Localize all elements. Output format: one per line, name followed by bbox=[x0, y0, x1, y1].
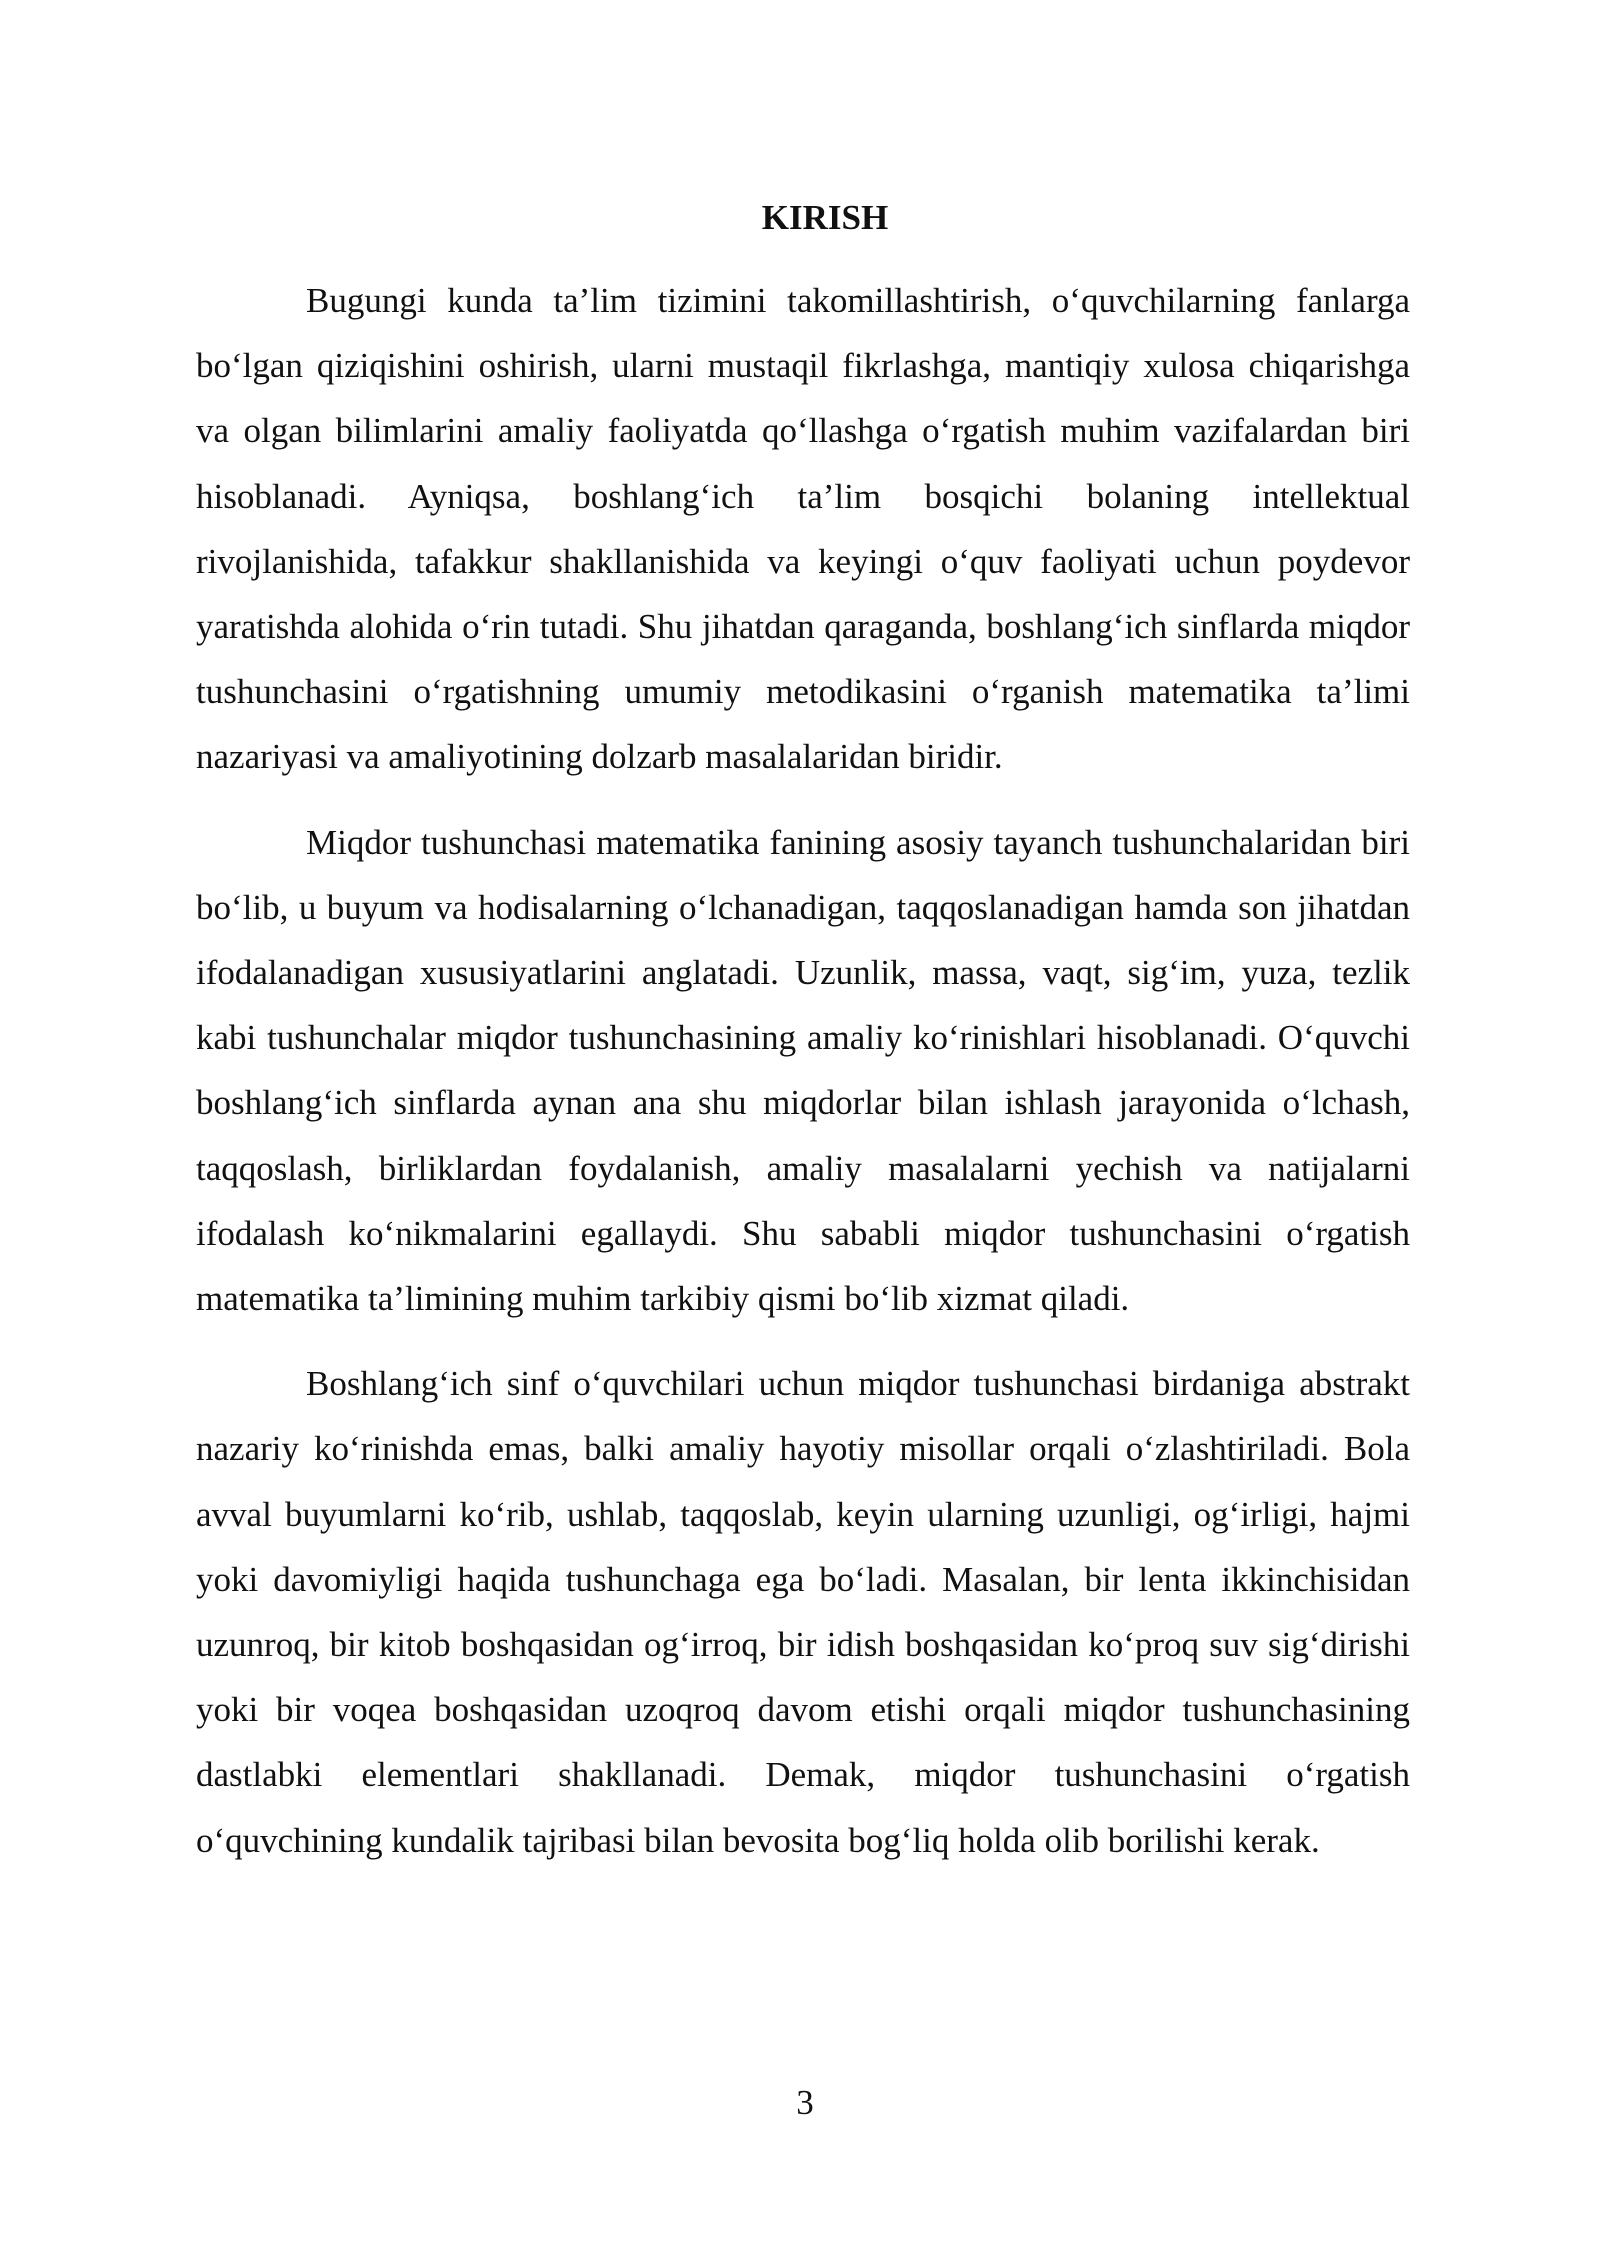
page-number: 3 bbox=[796, 2083, 814, 2122]
page-content bbox=[196, 188, 1410, 1893]
paragraph-3: Boshlang‘ich sinf o‘quvchilari uchun miqdor tushunchasi birdaniga abstrakt nazariy ko‘rinishda emas, balki amaliy hayotiy misollar orqali o‘zlashtiriladi. Bola avval buyumlarni ko‘rib, ushlab, taqqoslab, keyin ularning uzunligi, og‘irligi, hajmi yoki davomiyligi haqida tushunchaga ega bo‘ladi. Masalan, bir lenta ikkinchisidan uzunroq, bir kitob boshqasidan og‘irroq, bir idish boshqasidan ko‘proq suv sig‘dirishi yoki bir voqea boshqasidan uzoqroq davom etishi orqali miqdor tushunchasining dastlabki elementlari shakllanadi. Demak, miqdor tushunchasini o‘rgatish o‘quvchining kundalik tajribasi bilan bevosita bog‘liq holda olib borilishi kerak. bbox=[196, 1364, 1410, 1860]
paragraph-2: Miqdor tushunchasi matematika fanining asosiy tayanch tushunchalaridan biri bo‘lib, u buyum va hodisalarning o‘lchanadigan, taqqoslanadigan hamda son jihatdan ifodalanadigan xususiyatlarini anglatadi. Uzunlik, massa, vaqt, sig‘im, yuza, tezlik kabi tushunchalar miqdor tushunchasining amaliy ko‘rinishlari hisoblanadi. O‘quvchi boshlang‘ich sinflarda aynan ana shu miqdorlar bilan ishlash jarayonida o‘lchash, taqqoslash, birliklardan foydalanish, amaliy masalalarni yechish va natijalarni ifodalash ko‘nikmalarini egallaydi. Shu sababli miqdor tushunchasini o‘rgatish matematika ta’limining muhim tarkibiy qismi bo‘lib xizmat qiladi. bbox=[196, 822, 1410, 1319]
section-heading: KIRISH bbox=[761, 198, 889, 237]
paragraph-1: Bugungi kunda ta’lim tizimini takomillashtirish, o‘quvchilarning fanlarga bo‘lgan qiziqishini oshirish, ularni mustaqil fikrlashga, mantiqiy xulosa chiqarishga va olgan bilimlarini amaliy faoliyatda qo‘llashga o‘rgatish muhim vazifalardan biri hisoblanadi. Ayniqsa, boshlang‘ich ta’lim bosqichi bolaning intellektual rivojlanishida, tafakkur shakllanishida va keyingi o‘quv faoliyati uchun poydevor yaratishda alohida o‘rin tutadi. Shu jihatdan qaraganda, boshlang‘ich sinflarda miqdor tushunchasini o‘rgatishning umumiy metodikasini o‘rganish matematika ta’limi nazariyasi va amaliyotining dolzarb masalalaridan biridir. bbox=[196, 281, 1410, 777]
